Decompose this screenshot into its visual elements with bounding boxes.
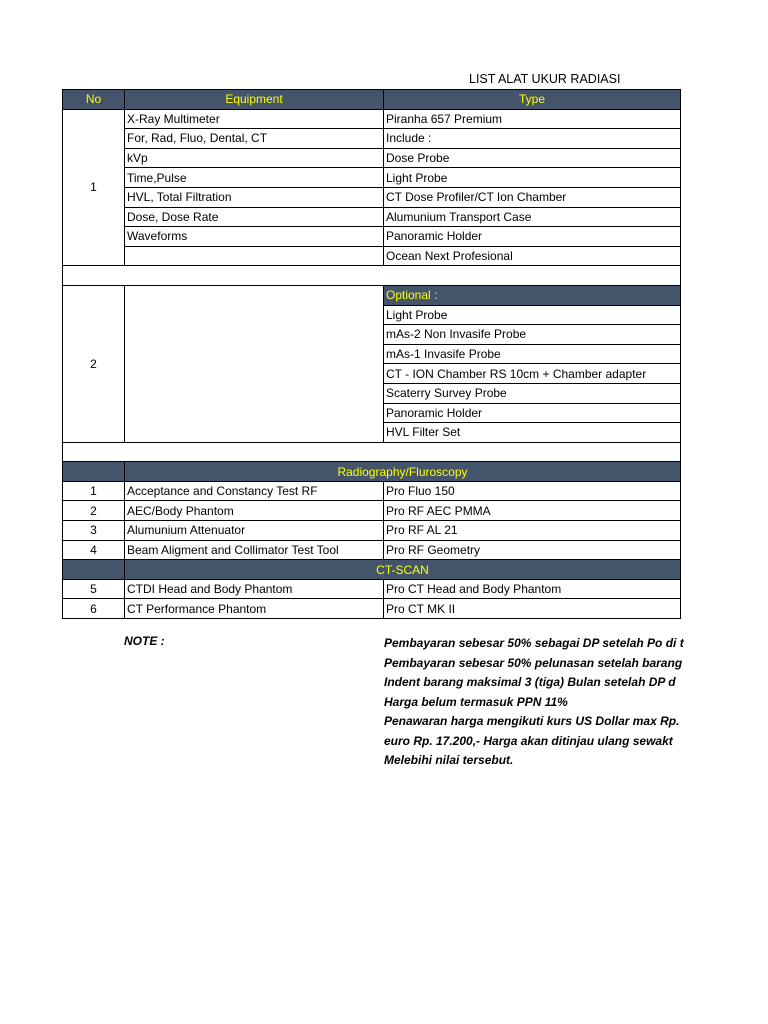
equipment-cell: Acceptance and Constancy Test RF bbox=[125, 481, 384, 501]
equipment-cell: HVL, Total Filtration bbox=[125, 187, 384, 207]
table-row bbox=[63, 285, 681, 305]
note-line: Pembayaran sebesar 50% sebagai DP setelah Po di t bbox=[384, 636, 684, 650]
note-line: Melebihi nilai tersebut. bbox=[384, 753, 514, 767]
sheet-title: LIST ALAT UKUR RADIASI bbox=[469, 72, 621, 86]
table-row bbox=[63, 540, 681, 560]
note-line: euro Rp. 17.200,- Harga akan ditinjau ulang sewakt bbox=[384, 733, 673, 748]
table-row bbox=[63, 481, 681, 501]
type-cell: Light Probe bbox=[384, 305, 681, 325]
type-cell: mAs-2 Non Invasife Probe bbox=[384, 325, 681, 345]
equipment-cell: Time,Pulse bbox=[125, 168, 384, 188]
equipment-cell: CT Performance Phantom bbox=[125, 599, 384, 619]
table-row bbox=[63, 599, 681, 619]
row-number: 6 bbox=[63, 599, 125, 619]
note-line: Penawaran harga mengikuti kurs US Dollar max Rp. bbox=[384, 714, 680, 728]
table-row bbox=[63, 579, 681, 599]
type-cell: Ocean Next Profesional bbox=[384, 246, 681, 266]
type-cell: Panoramic Holder bbox=[384, 403, 681, 423]
row-number: 5 bbox=[63, 579, 125, 599]
table-row bbox=[63, 168, 681, 188]
header-no: No bbox=[63, 90, 125, 110]
group2-equipment-empty bbox=[125, 285, 384, 442]
type-cell: Pro Fluo 150 bbox=[384, 481, 681, 501]
table-row bbox=[63, 227, 681, 247]
type-cell: mAs-1 Invasife Probe bbox=[384, 344, 681, 364]
type-cell: Dose Probe bbox=[384, 148, 681, 168]
table-row bbox=[63, 521, 681, 541]
section-header-blank bbox=[63, 462, 125, 482]
type-cell: Pro RF AEC PMMA bbox=[384, 501, 681, 521]
row-number: 2 bbox=[63, 501, 125, 521]
note-line: Pembayaran sebesar 50% pelunasan setelah barang bbox=[384, 655, 683, 670]
table-row bbox=[63, 207, 681, 227]
section-header-blank bbox=[63, 560, 125, 580]
type-cell: Alumunium Transport Case bbox=[384, 207, 681, 227]
group2-no: 2 bbox=[63, 285, 125, 442]
type-cell: HVL Filter Set bbox=[384, 423, 681, 443]
note-line: Harga belum termasuk PPN 11% bbox=[384, 694, 568, 709]
type-cell: Pro CT MK II bbox=[384, 599, 681, 619]
optional-label: Optional : bbox=[384, 285, 681, 305]
table-row bbox=[63, 187, 681, 207]
spacer-row bbox=[63, 266, 681, 286]
header-equipment: Equipment bbox=[125, 90, 384, 110]
section-heading-rf: Radiography/Fluroscopy bbox=[125, 462, 681, 482]
spacer-cell bbox=[63, 266, 681, 286]
note-label: NOTE : bbox=[124, 634, 165, 648]
table-row bbox=[63, 148, 681, 168]
equipment-cell: AEC/Body Phantom bbox=[125, 501, 384, 521]
equipment-cell: Waveforms bbox=[125, 227, 384, 247]
note-lines bbox=[384, 634, 768, 771]
type-cell: Pro RF AL 21 bbox=[384, 521, 681, 541]
row-number: 3 bbox=[63, 521, 125, 541]
note-line: Indent barang maksimal 3 (tiga) Bulan setelah DP d bbox=[384, 675, 676, 689]
table-header-row bbox=[63, 90, 681, 110]
equipment-cell: For, Rad, Fluo, Dental, CT bbox=[125, 129, 384, 149]
table-row bbox=[63, 129, 681, 149]
equipment-table bbox=[62, 89, 681, 619]
equipment-cell: X-Ray Multimeter bbox=[125, 109, 384, 129]
header-type: Type bbox=[384, 90, 681, 110]
spacer-row bbox=[63, 442, 681, 462]
group1-no: 1 bbox=[63, 109, 125, 266]
type-cell: Pro RF Geometry bbox=[384, 540, 681, 560]
equipment-cell bbox=[125, 246, 384, 266]
type-cell: Scaterry Survey Probe bbox=[384, 383, 681, 403]
type-cell: Light Probe bbox=[384, 168, 681, 188]
section-heading-ct: CT-SCAN bbox=[125, 560, 681, 580]
type-cell: Include : bbox=[384, 129, 681, 149]
type-cell: Panoramic Holder bbox=[384, 227, 681, 247]
equipment-cell: Beam Aligment and Collimator Test Tool bbox=[125, 540, 384, 560]
equipment-cell: CTDI Head and Body Phantom bbox=[125, 579, 384, 599]
row-number: 1 bbox=[63, 481, 125, 501]
table-row bbox=[63, 109, 681, 129]
section-header-row bbox=[63, 560, 681, 580]
spacer-cell bbox=[63, 442, 681, 462]
equipment-cell: kVp bbox=[125, 148, 384, 168]
type-cell: Piranha 657 Premium bbox=[384, 109, 681, 129]
equipment-cell: Dose, Dose Rate bbox=[125, 207, 384, 227]
equipment-cell: Alumunium Attenuator bbox=[125, 521, 384, 541]
row-number: 4 bbox=[63, 540, 125, 560]
table-row bbox=[63, 501, 681, 521]
type-cell: Pro CT Head and Body Phantom bbox=[384, 579, 681, 599]
table-row bbox=[63, 246, 681, 266]
section-header-row bbox=[63, 462, 681, 482]
type-cell: CT - ION Chamber RS 10cm + Chamber adapter bbox=[384, 364, 681, 384]
type-cell: CT Dose Profiler/CT Ion Chamber bbox=[384, 187, 681, 207]
